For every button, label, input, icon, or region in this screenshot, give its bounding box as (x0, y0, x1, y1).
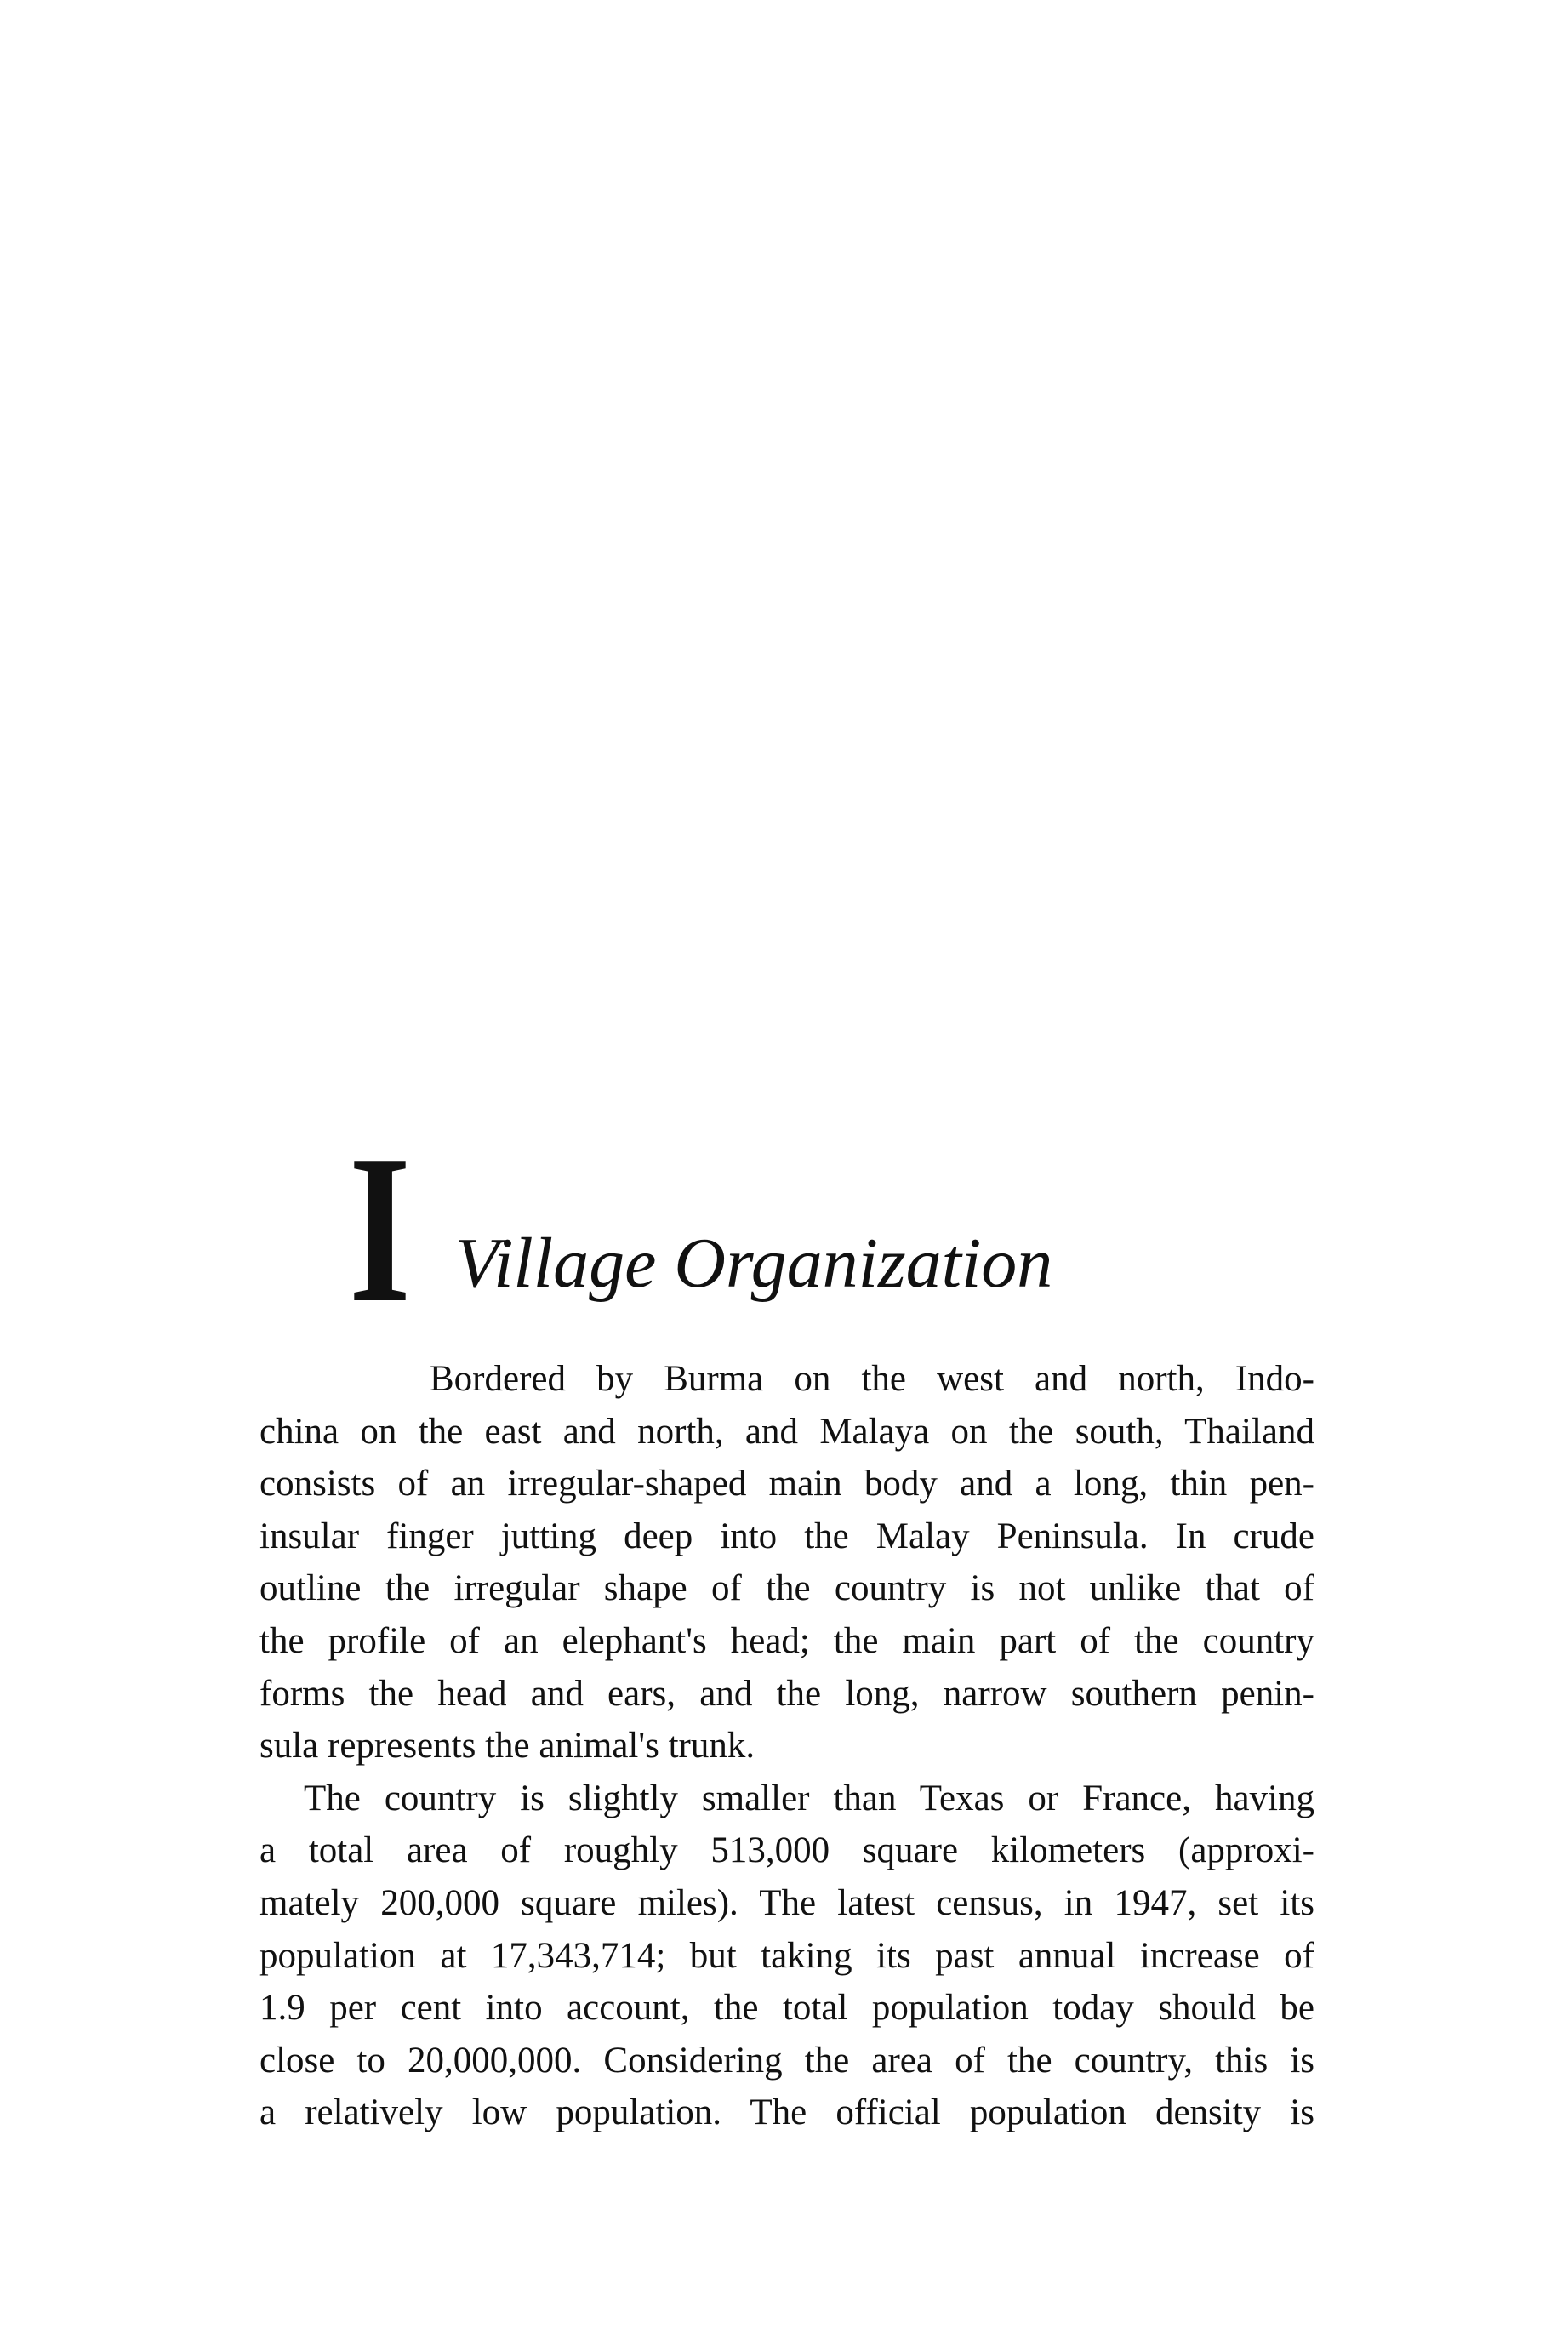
text-line: the profile of an elephant's head; the main part of the country (259, 1620, 1314, 1661)
text-line: consists of an irregular-shaped main body and a long, thin pen- (259, 1464, 1314, 1504)
text-line: china on the east and north, and Malaya on the south, Thailand (259, 1411, 1314, 1452)
text-line: 1.9 per cent into account, the total population today should be (259, 1988, 1314, 2029)
text-line: a total area of roughly 513,000 square kilometers (approxi- (259, 1830, 1314, 1871)
text-line: The country is slightly smaller than Texas or France, having (304, 1778, 1314, 1818)
chapter-number: I (349, 1111, 411, 1347)
text-line: mately 200,000 square miles). The latest census, in 1947, set its (259, 1882, 1314, 1923)
body-text (259, 1353, 1314, 2139)
text-line: Bordered by Burma on the west and north, Indo- (430, 1359, 1314, 1399)
text-line: a relatively low population. The official population density is (259, 2092, 1314, 2133)
chapter-title: Village Organization (455, 1224, 1053, 1303)
paragraph (259, 1773, 1314, 2139)
text-line: insular finger jutting deep into the Malay Peninsula. In crude (259, 1516, 1314, 1556)
text-line: sula represents the animal's trunk. (259, 1726, 755, 1767)
text-line: population at 17,343,714; but taking its past annual increase of (259, 1935, 1314, 1976)
paragraph (259, 1353, 1314, 1773)
text-line: forms the head and ears, and the long, narrow southern penin- (259, 1673, 1314, 1714)
text-line: outline the irregular shape of the country is not unlike that of (259, 1568, 1314, 1609)
text-line: close to 20,000,000. Considering the area of the country, this is (259, 2040, 1314, 2081)
